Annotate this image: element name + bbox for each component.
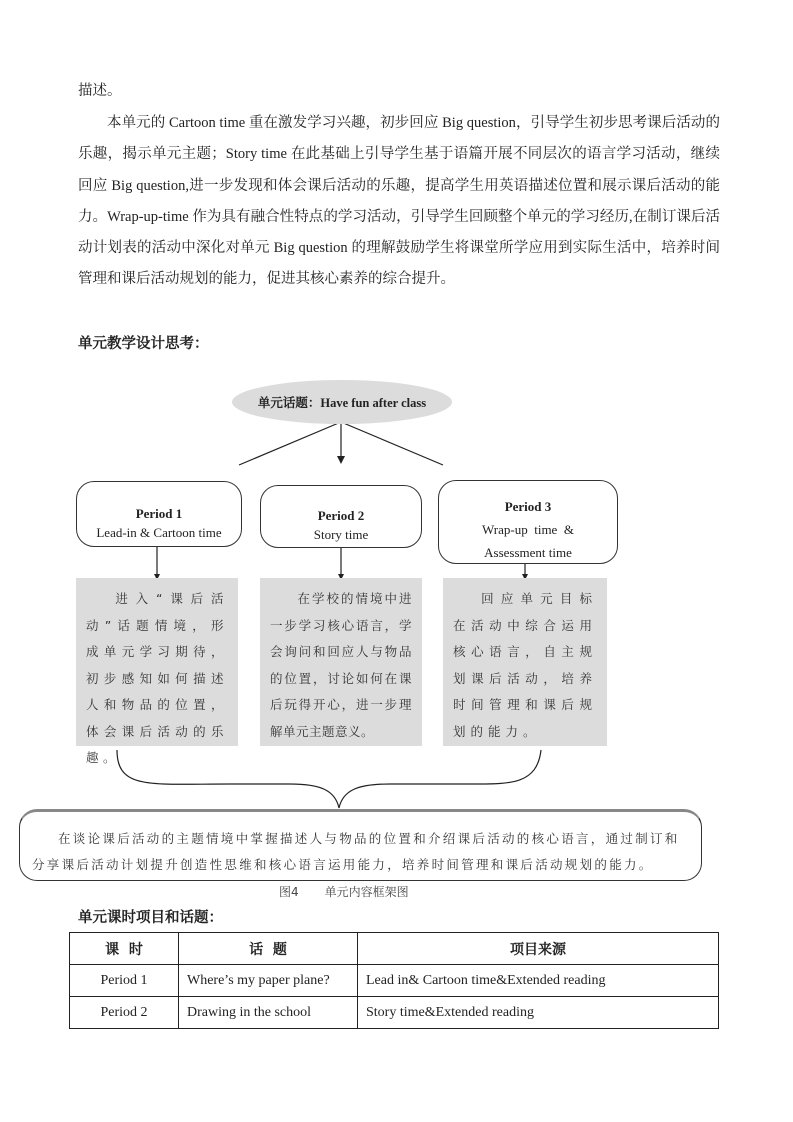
table-header-row xyxy=(70,933,719,965)
periods-table xyxy=(69,932,719,1029)
period-2-description-text: 在学校的情境中进一步学习核心语言，学会询问和回应人与物品的位置，讨论如何在课后玩得开心，进一步理解单元主题意义。 xyxy=(270,591,412,739)
header-source: 项目来源 xyxy=(358,933,719,965)
unit-summary-text: 在谈论课后活动的主题情境中掌握描述人与物品的位置和介绍课后活动的核心语言，通过制订和分享课后活动计划提升创造性思维和核心语言运用能力，培养时间管理和课后活动规划的能力。 xyxy=(32,831,680,872)
connector-right xyxy=(341,422,443,465)
period-2-subtitle: Story time xyxy=(313,527,369,542)
figure-caption xyxy=(279,883,435,900)
cell-topic: Where’s my paper plane? xyxy=(179,965,358,997)
table-row xyxy=(70,997,719,1029)
period-1-subtitle: Lead-in & Cartoon time xyxy=(96,525,222,540)
figure-title: 单元内容框架图 xyxy=(324,885,409,899)
period-3-description-text: 回应单元目标在活动中综合运用核心语言，自主规划课后活动，培养时间管理和课后规划的能力。 xyxy=(453,591,597,739)
period-3-title: Period 3 xyxy=(504,499,552,514)
cell-source: Story time&Extended reading xyxy=(358,997,719,1029)
unit-topic: 单元话题：Have fun after class xyxy=(257,396,427,410)
header-topic: 话 题 xyxy=(179,933,358,965)
period-3-subtitle-2: Assessment time xyxy=(484,545,572,560)
period-1-box xyxy=(76,481,242,547)
connector-left xyxy=(239,422,341,465)
period-1-title: Period 1 xyxy=(135,506,183,521)
table-row xyxy=(70,965,719,997)
period-1-description-text: 进入“课后活动”话题情境，形成单元学习期待，初步感知如何描述人和物品的位置，体会课后活动的乐趣。 xyxy=(86,591,228,765)
period-2-title: Period 2 xyxy=(317,508,365,523)
design-heading: 单元教学设计思考： xyxy=(78,336,209,352)
period-3-description xyxy=(443,578,607,746)
table-heading: 单元课时项目和话题： xyxy=(78,910,223,926)
curly-brace xyxy=(117,750,541,808)
arrowhead-center xyxy=(337,456,345,464)
cell-topic: Drawing in the school xyxy=(179,997,358,1029)
header-period: 课 时 xyxy=(70,933,179,965)
cell-period: Period 1 xyxy=(70,965,179,997)
period-3-subtitle: Wrap-up time & xyxy=(482,522,574,537)
cell-source: Lead in& Cartoon time&Extended reading xyxy=(358,965,719,997)
cell-period: Period 2 xyxy=(70,997,179,1029)
period-3-box xyxy=(438,480,618,564)
intro-paragraph: 本单元的 Cartoon time 重在激发学习兴趣，初步回应 Big question，引导学生初步思考课后活动的乐趣，揭示单元主题；Story time 在此基础上引导学生基于语篇开展不同层次的语言学习活动，继续回应 Big question,进一步发现和体会课后活动的乐趣，提高学生用英语描述位置和展示课后活动的能力。Wrap-up-time 作为具有融合性特点的学习活动，引导学生回顾整个单元的学习经历,在制订课后活动计划表的活动中深化对单元 Big question 的理解鼓励学生将课堂所学应用到实际生活中，培养时间管理和课后活动规划的能力，促进其核心素养的综合提升。 xyxy=(78,115,720,288)
period-2-box xyxy=(260,485,422,548)
figure-number: 图4 xyxy=(279,885,299,899)
period-2-description xyxy=(260,578,422,746)
intro-line-end: 描述。 xyxy=(78,83,122,99)
period-1-description xyxy=(76,578,238,765)
unit-topic-ellipse xyxy=(232,380,452,424)
unit-summary-box xyxy=(19,809,702,881)
